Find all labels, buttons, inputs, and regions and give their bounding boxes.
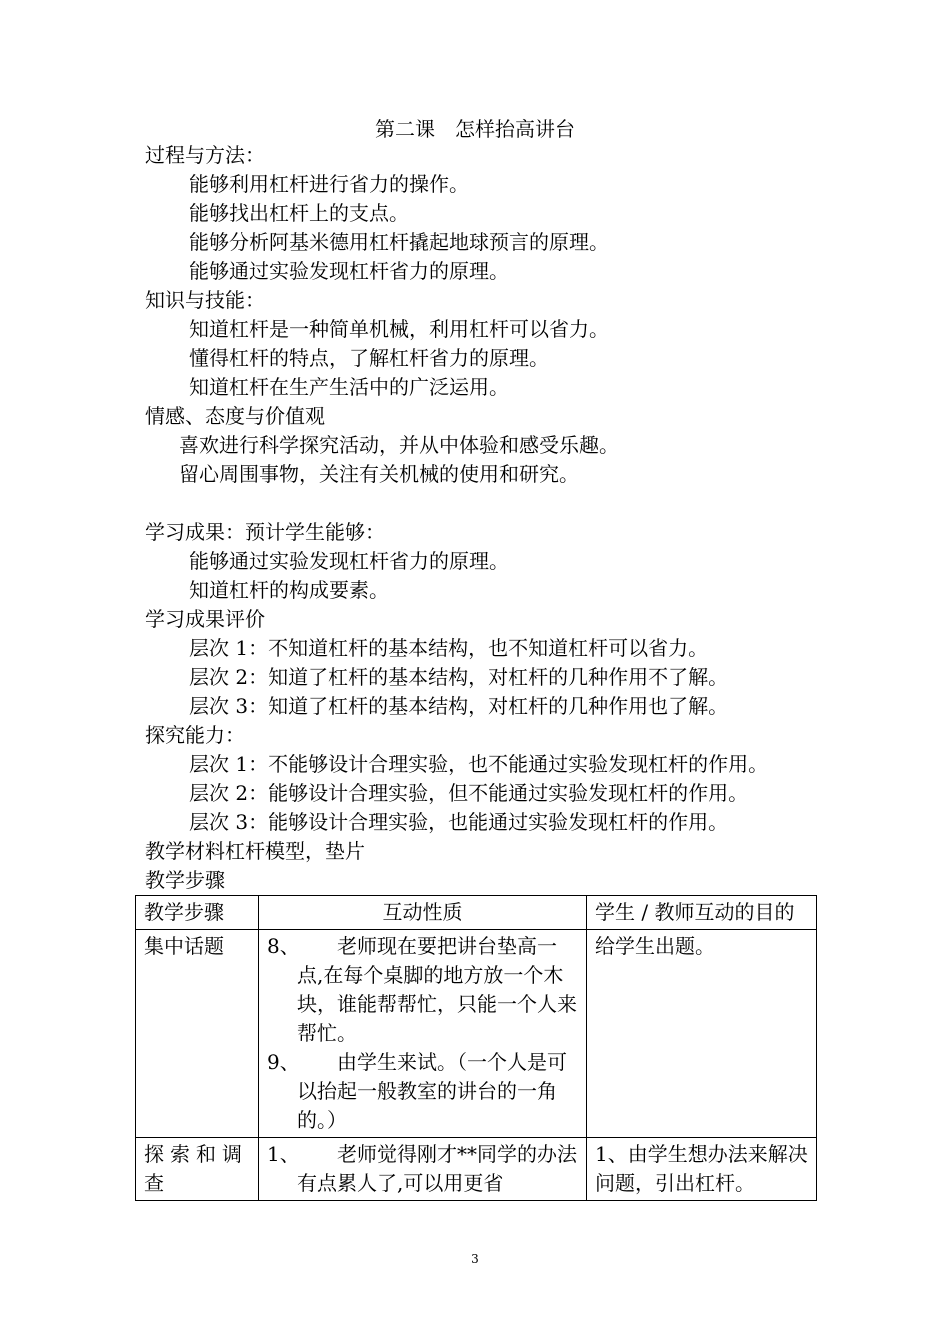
purpose-cell: 1、由学生想办法来解决问题，引出杠杆。	[587, 1138, 817, 1201]
interaction-cell	[259, 1138, 587, 1201]
step-cell: 集中话题	[136, 930, 259, 1138]
outcome-heading: 学习成果：预计学生能够：	[145, 520, 385, 544]
inquiry-item: 层次 3：能够设计合理实验，也能通过实验发现杠杆的作用。	[189, 810, 729, 834]
process-item: 能够找出杠杆上的支点。	[189, 201, 409, 225]
item-text: 老师觉得刚才**同学的办法有点累人了,可以用更省	[297, 1142, 577, 1195]
page-number: 3	[471, 1252, 479, 1266]
knowledge-item: 知道杠杆是一种简单机械，利用杠杆可以省力。	[189, 317, 609, 341]
table-row	[136, 930, 817, 1138]
emotion-item: 留心周围事物，关注有关机械的使用和研究。	[179, 462, 579, 486]
knowledge-item: 懂得杠杆的特点，了解杠杆省力的原理。	[189, 346, 549, 370]
table-header-row	[136, 896, 817, 930]
document-title: 第二课 怎样抬高讲台	[375, 117, 575, 141]
table-row	[136, 1138, 817, 1201]
item-text: 由学生来试。（一个人是可以抬起一般教室的讲台的一角的。）	[297, 1050, 567, 1132]
steps-heading: 教学步骤	[145, 868, 225, 892]
process-item: 能够利用杠杆进行省力的操作。	[189, 172, 469, 196]
header-cell-step: 教学步骤	[136, 896, 259, 930]
process-item: 能够通过实验发现杠杆省力的原理。	[189, 259, 509, 283]
inquiry-item: 层次 2：能够设计合理实验，但不能通过实验发现杠杆的作用。	[189, 781, 749, 805]
teaching-steps-table	[135, 895, 817, 1201]
knowledge-item: 知道杠杆在生产生活中的广泛运用。	[189, 375, 509, 399]
item-number: 1、	[267, 1142, 300, 1166]
header-cell-interaction: 互动性质	[259, 896, 587, 930]
emotion-heading: 情感、态度与价值观	[145, 404, 325, 428]
interaction-item	[267, 932, 578, 1048]
materials-line: 教学材料杠杆模型，垫片	[145, 839, 365, 863]
step-cell: 探索和调查	[136, 1138, 259, 1201]
evaluation-heading: 学习成果评价	[145, 607, 265, 631]
inquiry-item: 层次 1：不能够设计合理实验，也不能通过实验发现杠杆的作用。	[189, 752, 769, 776]
emotion-item: 喜欢进行科学探究活动，并从中体验和感受乐趣。	[179, 433, 619, 457]
process-heading: 过程与方法：	[145, 143, 265, 167]
item-text: 老师现在要把讲台垫高一点,在每个桌脚的地方放一个木块，谁能帮帮忙，只能一个人来帮忙。	[297, 934, 577, 1045]
interaction-item	[267, 1140, 578, 1198]
process-item: 能够分析阿基米德用杠杆撬起地球预言的原理。	[189, 230, 609, 254]
outcome-item: 能够通过实验发现杠杆省力的原理。	[189, 549, 509, 573]
purpose-cell: 给学生出题。	[587, 930, 817, 1138]
evaluation-item: 层次 1：不知道杠杆的基本结构，也不知道杠杆可以省力。	[189, 636, 709, 660]
outcome-item: 知道杠杆的构成要素。	[189, 578, 389, 602]
evaluation-item: 层次 2：知道了杠杆的基本结构，对杠杆的几种作用不了解。	[189, 665, 729, 689]
interaction-cell	[259, 930, 587, 1138]
evaluation-item: 层次 3：知道了杠杆的基本结构，对杠杆的几种作用也了解。	[189, 694, 729, 718]
interaction-item	[267, 1048, 578, 1135]
knowledge-heading: 知识与技能：	[145, 288, 265, 312]
item-number: 9、	[267, 1050, 300, 1074]
item-number: 8、	[267, 934, 300, 958]
inquiry-heading: 探究能力：	[145, 723, 245, 747]
header-cell-purpose: 学生 / 教师互动的目的	[587, 896, 817, 930]
